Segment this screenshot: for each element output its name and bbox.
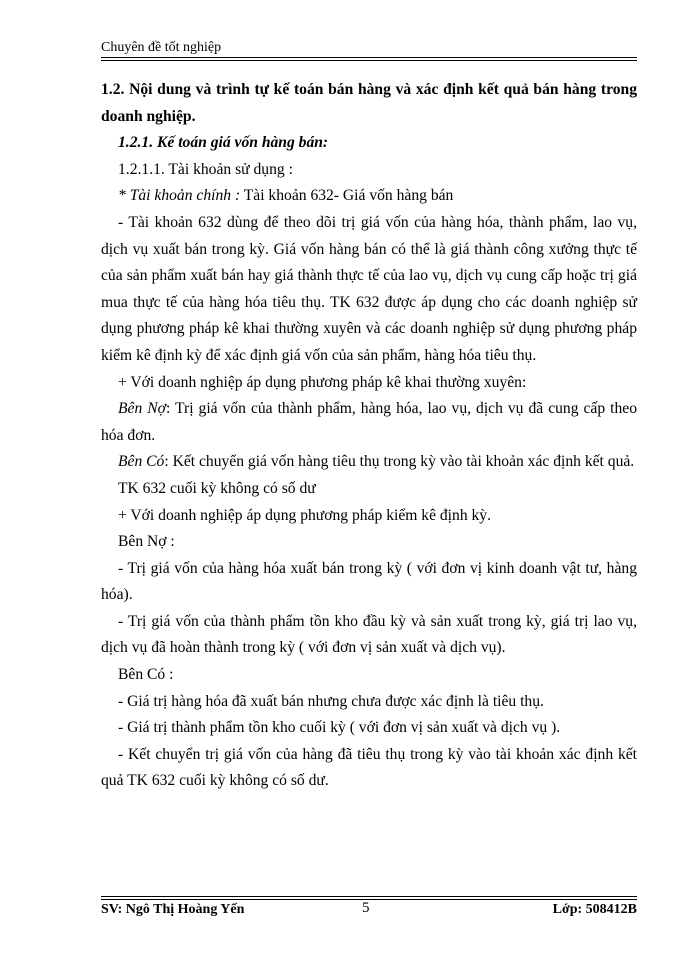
document-body	[101, 76, 637, 795]
paragraph: Bên Có :	[118, 666, 174, 684]
paragraph: - Giá trị hàng hóa đã xuất bán nhưng chưa được xác định là tiêu thụ.	[118, 692, 544, 710]
paragraph: + Với doanh nghiệp áp dụng phương pháp kê khai thường xuyên:	[118, 373, 527, 391]
paragraph: - Tài khoản 632 dùng để theo dõi trị giá vốn của hàng hóa, thành phẩm, lao vụ, dịch vụ xuất bán trong kỳ. Giá vốn hàng bán có thể là giá thành công xưởng thực tế của sản phẩm xuất bán hay giá thành thực tế của lao vụ, dịch vụ cung cấp hoặc trị giá mua thực tế của hàng hóa tiêu thụ. TK 632 được áp dụng cho các doanh nghiệp sử dụng phương pháp kê khai thường xuyên và các doanh nghiệp sử dụng phương pháp kiểm kê định kỳ để xác định giá vốn của sản phẩm, hàng hóa tiêu thụ.	[101, 213, 637, 364]
paragraph	[101, 396, 637, 449]
paragraph: Bên Nợ :	[118, 533, 175, 551]
account-label: * Tài khoản chính :	[118, 187, 241, 205]
section-heading: 1.2. Nội dung và trình tự kế toán bán hàng và xác định kết quả bán hàng trong doanh nghiệp.	[101, 81, 637, 125]
account-text: Tài khoản 632- Giá vốn hàng bán	[240, 187, 454, 205]
subsection-heading: 1.2.1. Kế toán giá vốn hàng bán:	[118, 134, 329, 152]
paragraph	[101, 449, 637, 476]
paragraph	[101, 183, 637, 210]
debit-text: : Trị giá vốn của thành phẩm, hàng hóa, lao vụ, dịch vụ đã cung cấp theo hóa đơn.	[101, 400, 637, 444]
paragraph: - Kết chuyển trị giá vốn của hàng đã tiêu thụ trong kỳ vào tài khoản xác định kết quả TK 632 cuối kỳ không có số dư.	[101, 745, 637, 790]
credit-label: Bên Có	[118, 453, 165, 471]
footer-divider	[101, 896, 637, 897]
debit-label: Bên Nợ	[118, 400, 166, 418]
paragraph: - Giá trị thành phẩm tồn kho cuối kỳ ( với đơn vị sản xuất và dịch vụ ).	[118, 719, 561, 737]
paragraph: 1.2.1.1. Tài khoản sử dụng :	[118, 160, 293, 178]
footer-class-label: Lớp: 508412B	[552, 902, 637, 917]
paragraph: TK 632 cuối kỳ không có số dư	[118, 479, 316, 497]
credit-text: : Kết chuyển giá vốn hàng tiêu thụ trong kỳ vào tài khoản xác định kết quả.	[164, 453, 635, 471]
page-number: 5	[362, 900, 370, 916]
header-divider	[101, 57, 637, 58]
footer-student-name: SV: Ngô Thị Hoàng Yến	[101, 902, 245, 917]
paragraph: - Trị giá vốn của thành phẩm tồn kho đầu kỳ và sản xuất trong kỳ, giá trị lao vụ, dịch vụ đã hoàn thành trong kỳ ( với đơn vị sản xuất và dịch vụ).	[101, 612, 637, 657]
header-divider-secondary	[101, 60, 637, 61]
paragraph: - Trị giá vốn của hàng hóa xuất bán trong kỳ ( với đơn vị kinh doanh vật tư, hàng hóa).	[101, 559, 637, 604]
paragraph: + Với doanh nghiệp áp dụng phương pháp kiểm kê định kỳ.	[118, 506, 492, 524]
page-header-title: Chuyên đề tốt nghiệp	[101, 40, 222, 55]
